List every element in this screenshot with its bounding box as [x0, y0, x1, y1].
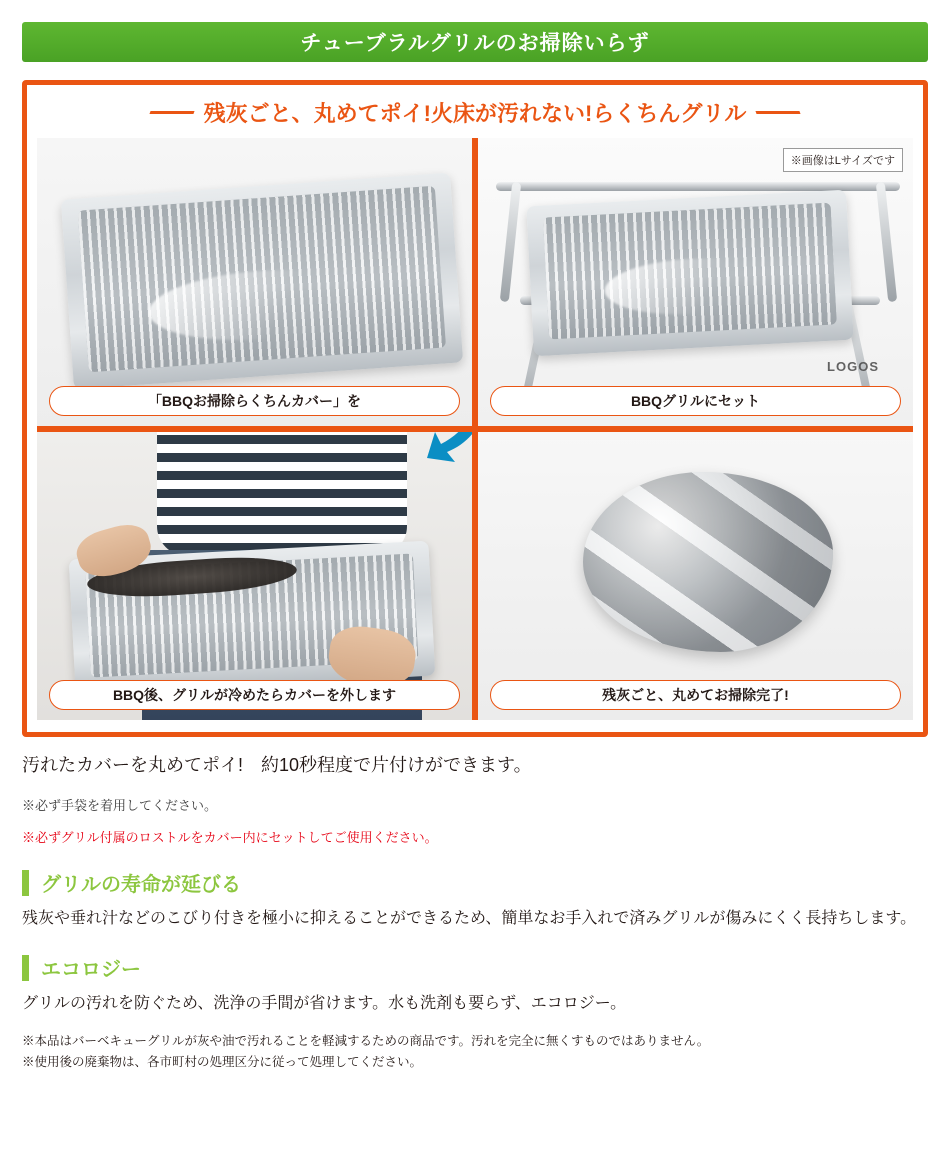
step-photo-2 — [478, 138, 913, 426]
size-note-badge: ※画像はLサイズです — [783, 148, 903, 172]
step-caption-1: 「BBQお掃除らくちんカバー」を — [49, 386, 460, 416]
footer-note-1: ※本品はバーベキューグリルが灰や油で汚れることを軽減するための商品です。汚れを完全に無くすものではありません。 — [22, 1034, 710, 1048]
section-accent-bar — [22, 955, 29, 981]
crumpled-foil-ball-shape — [583, 472, 833, 652]
logos-brand-mark: LOGOS — [827, 359, 879, 374]
footer-note-2: ※使用後の廃棄物は、各市町村の処理区分に従って処理してください。 — [22, 1055, 423, 1070]
foil-tray-shape — [526, 190, 853, 357]
aluminum-tray-photo — [37, 138, 472, 426]
step-caption-4: 残灰ごと、丸めてお掃除完了! — [490, 680, 901, 710]
heading-rule-left — [149, 111, 194, 114]
step-caption-2: BBQグリルにセット — [490, 386, 901, 416]
page-header — [22, 22, 928, 62]
foil-tray-shape — [61, 173, 463, 390]
page-root — [0, 22, 950, 1162]
step-photo-4 — [478, 432, 913, 720]
section-accent-bar — [22, 870, 29, 896]
feature-heading-text: 残灰ごと、丸めてポイ!火床が汚れない!らくちんグリル — [203, 101, 747, 126]
section-title-lifespan: グリルの寿命が延びる — [41, 874, 241, 896]
grill-with-tray-photo — [478, 138, 913, 426]
foil-tray-inner — [78, 186, 446, 373]
section-title-ecology: エコロジー — [41, 959, 141, 981]
step-photo-1 — [37, 138, 472, 426]
note-gloves: ※必ず手袋を着用してください。 — [22, 798, 218, 813]
section-heading-ecology — [22, 953, 928, 982]
steps-photo-grid — [37, 138, 913, 720]
note-rostoru-warning: ※必ずグリル付属のロストルをカバー内にセットしてご使用ください。 — [22, 830, 438, 845]
lead-text: 汚れたカバーを丸めてポイ! 約10秒程度で片付けができます。 — [22, 755, 532, 775]
foil-tray-inner — [543, 203, 837, 340]
footer-notes — [22, 1032, 928, 1073]
page-title: チューブラルグリルのお掃除いらず — [300, 32, 650, 55]
feature-panel — [22, 80, 928, 737]
hands-removing-cover-photo — [37, 432, 472, 720]
feature-heading — [37, 95, 913, 138]
heading-rule-right — [756, 111, 801, 114]
striped-shirt-shape — [157, 432, 407, 556]
crumpled-foil-photo — [478, 432, 913, 720]
section-body-ecology: グリルの汚れを防ぐため、洗浄の手間が省けます。水も洗剤も要らず、エコロジー。 — [22, 995, 627, 1012]
step-photo-3 — [37, 432, 472, 720]
section-heading-lifespan — [22, 868, 928, 897]
step-caption-3: BBQ後、グリルが冷めたらカバーを外します — [49, 680, 460, 710]
section-body-lifespan: 残灰や垂れ汁などのこびり付きを極小に抑えることができるため、簡単なお手入れで済みグリルが傷みにくく長持ちします。 — [22, 910, 917, 927]
